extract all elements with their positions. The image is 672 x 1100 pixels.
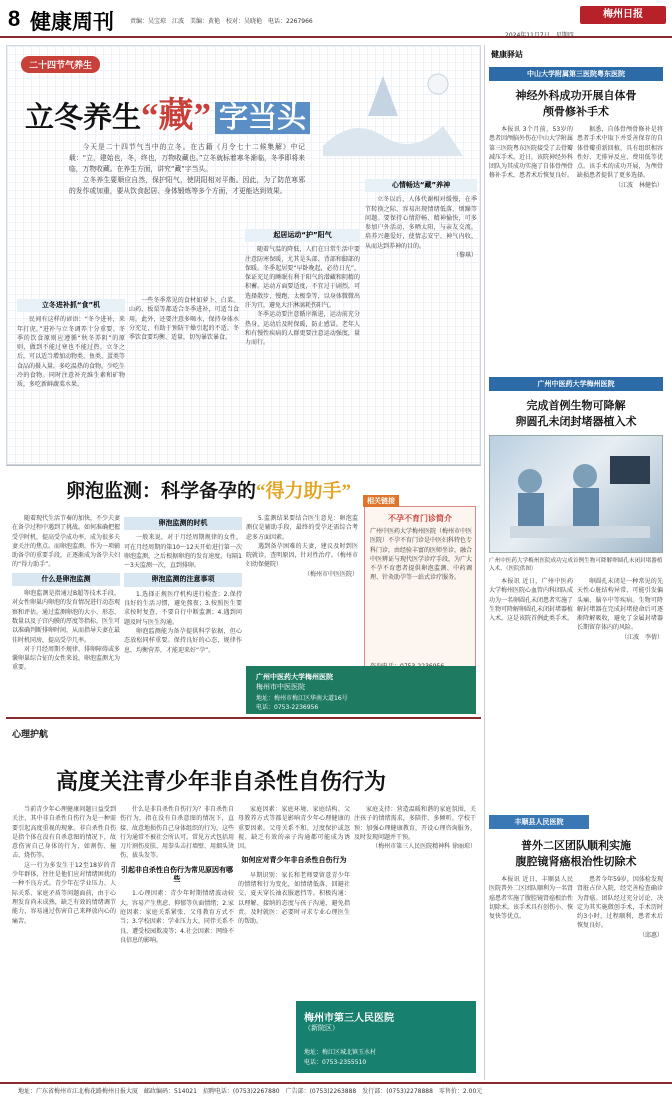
- youth-title: 高度关注青少年非自杀性自伤行为: [56, 769, 387, 794]
- newspaper-logo: 梅州日报: [580, 6, 666, 24]
- lead-col-3: [245, 226, 360, 461]
- egg-p4b: 遇到备孕困难的夫妻，建议及时到医院就诊，查明原因，针对性治疗。（梅州市妇幼保健院）: [246, 542, 358, 569]
- youth-p4: 1.心理因素：青少年时期情绪波动较大，容易产生焦虑、抑郁等负面情绪；2.家庭因素：家庭关系紧张、父母教育方式不当；3.学校因素：学业压力大、同伴关系不良、遭受校园欺凌等；4.社会因素：网络不良信息的影响。: [120, 890, 234, 944]
- egg-subhead-3: 卵泡监测的注意事项: [124, 573, 242, 586]
- egg-title-part-a: 卵泡监测：科学备孕的: [66, 481, 257, 502]
- solar-term-badge: 二十四节气养生: [21, 56, 100, 73]
- news2-title-2: 卵圆孔未闭封堵器植入术: [515, 415, 637, 428]
- issue-date: 2024年11月7日 星期四: [505, 32, 574, 39]
- lead-title-part-a: 立冬养生: [25, 102, 142, 134]
- youth-col-4: [354, 805, 476, 991]
- news3-col-2: [577, 875, 663, 1075]
- news3-p1: 本报讯 近日，丰顺县人民医院普外二区团队顺利为一名肾癌患者实施了腹腔镜肾癌根治性切除术。该手术具有创伤小、恢复快等优点。: [489, 876, 573, 921]
- youth-p5: 家庭因素：家庭环境、家庭结构、父母教养方式等都是影响青少年心理健康的重要因素。父母关系不和、过度保护或忽视、缺乏有效的亲子沟通都可能成为诱因。: [238, 806, 350, 851]
- lead-intro-p2: 立冬养生要顺应自然，保护阳气，使阴阳相对平衡。因此，为了防范寒邪的发作或加重，要从饮食起居、身体锻炼等多个方面，才更能达到效果。: [69, 176, 305, 195]
- youth-col-1: [12, 805, 116, 1077]
- news2-p2: 卵圆孔未闭是一种常见的先天性心脏结构异常，可能引发偏头痛、脑卒中等疾病。生物可降解封堵器在完成封堵使命后可逐渐降解吸收，避免了金属封堵器长期留存体内的风险。: [577, 578, 663, 632]
- news2-p1: 本报讯 近日，广州中医药大学梅州医院心血管内科团队成功为一名卵圆孔未闭患者实施了生物可降解卵圆孔未闭封堵器植入术，这是该院首例此类手术。: [489, 578, 573, 623]
- egg-article: [6, 465, 481, 717]
- egg-p2: 一般来说，对于月经周期规律的女性，可在月经周期的第10～12天开始进行第一次卵泡监测，之后根据卵泡的发育速度，每隔1～3天监测一次，直到排卵。: [124, 534, 242, 570]
- section-title: 健康周刊: [30, 11, 114, 34]
- news3-title-1: 普外二区团队顺利实施: [521, 839, 631, 852]
- news2-col-2: [577, 577, 663, 803]
- news3-col-1: [489, 875, 573, 1075]
- news2-byline: （江波 李倩）: [620, 633, 663, 641]
- lead-s1-p1: 民间有这样的谚语：“冬令进补，来年打虎。”进补与立冬调养十分重要。冬季的饮食原则应遵循“秋冬养阴”的原则，做到不能过寒也不能过热。立冬之后，可以适当增加动物类、鱼类、蛋类等食品的摄入量，多吃温热的食物，少吃生冷的食物。同时注意补充维生素和矿物质，多吃新鲜蔬菜水果。: [17, 316, 125, 389]
- egg-col-1: [12, 514, 120, 714]
- surgery-photo: [489, 435, 663, 553]
- youth-byline: （梅州市第三人民医院精神科 徐丽琼）: [372, 843, 476, 851]
- youth-hospital-ad: [296, 1001, 476, 1073]
- egg-p1: 卵泡监测是指通过B超等技术手段，对女性卵巢内卵泡的发育情况进行动态观察和评估。通过监测卵泡的大小、形态、数量以及子宫内膜的厚度等指标，医生可以准确判断排卵时间，从而指导夫妻在最佳时机同房，提高受孕几率。: [12, 590, 120, 644]
- clinic-title: 不孕不育门诊简介: [388, 514, 452, 523]
- youth-ad-sub: （新院区）: [304, 1024, 339, 1032]
- news3-tag: 丰顺县人民医院: [489, 815, 589, 829]
- lead-subhead-2: 起居运动“护”阳气: [245, 229, 360, 242]
- news1-p2: 据悉，自体骨颅骨修补是将患者手术中取下并妥善保存的自体骨瓣重新回植，具有组织相容性好、无排异反应、费用低等优点。该手术的成功开展，为颅骨缺损患者提供了更多选择。: [577, 126, 663, 180]
- news1-title-2: 颅骨修补手术: [543, 105, 609, 118]
- egg-hospital-ad: [246, 666, 476, 714]
- youth-subhead-2: 如何应对青少年非自杀性自伤行为: [241, 856, 347, 865]
- lead-col-4: [365, 176, 477, 461]
- news1-tag: 中山大学附属第三医院粤东医院: [489, 67, 663, 81]
- youth-badge: 心理护航: [12, 730, 49, 740]
- surgery-photo-caption: 广州中医药大学梅州医院成功完成首例生物可降解卵圆孔未闭封堵器植入术。（医院供图）: [489, 558, 663, 572]
- sidebar: [484, 45, 666, 1080]
- youth-p6: 早期识别：家长和老师要留意青少年的情绪和行为变化，如情绪低落、回避社交、夏天穿长袖衣服遮挡等。积极沟通：以理解、接纳的态度与孩子沟通，避免指责。及时就医：必要时寻求专业心理医生的帮助。: [238, 871, 350, 926]
- lead-s2-p1: 随着气温的降低，人们在日常生活中要注意防寒保暖，尤其是头部、背部和脚部的保暖。冬季起居要“早卧晚起，必待日光”，保证充足的睡眠有利于阳气的潜藏和阴精的积蓄。运动方面要适度，不宜过于剧烈，可选择散步、慢跑、太极拳等，以身体微微出汗为宜，避免大汗淋漓耗伤阳气。: [245, 246, 360, 310]
- sidebar-header: 健康驿站: [491, 50, 523, 59]
- lead-title-part-b: 字当头: [215, 102, 310, 134]
- ad-hospital-tel: 电话：0753-2236956: [256, 704, 319, 711]
- egg-title-part-b: “得力助手”: [256, 481, 352, 502]
- page-footer: 地址：广东省梅州市江北梅花路梅州日报大厦 邮政编码：514021 招聘电话：(0753)2267880 广告部：(0753)2263888 发行部：(0753)2278888 零售价：2.00元: [0, 1082, 672, 1100]
- lead-s1-p2: 一些冬季常见的食材如萝卜、白菜、山药、板栗等都适合冬季进补，可适当食用。此外，还要注意多喝水，保持身体水分充足，有助于预防干燥引起的不适。冬季饮食要均衡、适量，切勿暴饮暴食。: [129, 297, 239, 342]
- lead-title-quote: “藏”: [141, 96, 212, 135]
- egg-p3b: 卵泡监测能为备孕提供科学依据，但心态放松同样重要。保持良好的心态，规律作息，均衡营养，才能迎来好“孕”。: [124, 627, 242, 654]
- news2-title-1: 完成首例生物可降解: [526, 399, 626, 412]
- news2-tag: 广州中医药大学梅州医院: [489, 377, 663, 391]
- youth-p2: 这一行为多发生于12至18岁的青少年群体，往往是他们应对情绪困扰的一种不良方式。青少年在学业压力、人际关系、家庭矛盾等问题面前，由于心理发育尚未成熟，缺乏有效的情绪调节能力，容易通过伤害自己来释放内心的痛苦。: [12, 861, 116, 925]
- lead-title: [25, 88, 310, 138]
- youth-ad-name: 梅州市第三人民医院: [304, 1013, 394, 1024]
- egg-p1b: 对于月经周期不规律、排卵障碍或多囊卵巢综合征的女性来说，卵泡监测尤为重要。: [12, 645, 120, 672]
- ad-hospital-addr: 地址：梅州市梅江区华南大道16号: [256, 695, 348, 702]
- youth-article: [6, 717, 481, 1080]
- news1-col-1: [489, 125, 573, 373]
- youth-subhead-1: 引起非自杀性自伤行为常见原因有哪些: [121, 865, 233, 884]
- news1-p1: 本报讯 3个月前，53岁的患者因颅脑外伤在中山大学附属第三医院粤东医院接受了去骨瓣减压手术。近日，该院神经外科团队为其成功实施了自体骨颅骨修补手术，患者术后恢复良好。: [489, 126, 573, 180]
- lead-s3-p1: 立冬以后，人体代谢相对缓慢，在季节转换之际，容易出现情绪低落、烦躁等问题。要保持心情舒畅、精神愉快，可多参加户外活动，多晒太阳，与亲友交流，培养兴趣爱好，使情志安宁、神气内收，从而达到养神的目的。: [365, 196, 477, 250]
- egg-subhead-1: 什么是卵泡监测: [12, 573, 120, 586]
- ad-hospital-alt: 梅州市中医医院: [256, 683, 305, 691]
- news1-title-1: 神经外科成功开展自体骨: [515, 89, 637, 102]
- lead-col-2: [129, 296, 239, 461]
- lead-intro: [69, 142, 305, 234]
- news3-byline: （邱惠）: [638, 931, 663, 939]
- page-number: 8: [8, 6, 21, 31]
- lead-byline: （黎琪）: [452, 252, 477, 260]
- youth-ad-addr: 地址：梅江区城北镇玉水村: [304, 1049, 377, 1056]
- egg-sign: （梅州市中医医院）: [303, 570, 358, 578]
- egg-col-2: [124, 514, 242, 714]
- lead-subhead-3: 心情畅达“藏”养神: [365, 179, 477, 192]
- youth-p1: 当前青少年心理健康问题日益受到关注，其中非自杀性自伤行为是一种需要引起高度重视的现象。非自杀性自伤是指个体在没有自杀意图的情况下，故意伤害自己身体的行为，如割伤、撞击、烧伤等。: [12, 806, 116, 860]
- egg-intro: 随着现代生活节奏的加快，不少夫妻在备孕过程中遇到了挑战。如何准确把握受孕时机，提高受孕成功率，成为很多夫妻关注的焦点。而卵泡监测，作为一项辅助备孕的重要手段，正逐渐成为备孕夫妇的“得力助手”。: [12, 515, 120, 569]
- clinic-text: 广州中医药大学梅州医院（梅州市中医医院）不孕不育门诊是中医妇科特色专科门诊，由经验丰富的医师坐诊，融合中医辨证与现代医学诊疗手段，为广大不孕不育患者提供卵泡监测、中药调理、针灸助孕等一站式诊疗服务。: [370, 528, 472, 582]
- youth-col-2: [120, 805, 234, 1077]
- related-link-tag: 相关链接: [363, 495, 399, 507]
- related-link-box: [364, 497, 476, 674]
- lead-article: [6, 45, 481, 465]
- ad-hospital-name: 广州中医药大学梅州医院: [256, 673, 333, 681]
- lead-col-1: [17, 296, 125, 461]
- youth-p3: 什么是非自杀性自伤行为？非自杀性自伤行为，指在没有自杀意图的情况下，直接、故意地损伤自己身体组织的行为，这些行为通常不被社会所认可。常见方式包括用刀片割伤皮肤、用拳头击打墙壁、用烟头烫伤、拔头发等。: [120, 806, 234, 860]
- news3-title-2: 腹腔镜肾癌根治性切除术: [515, 855, 637, 868]
- news2-col-1: [489, 577, 573, 803]
- lead-illustration: [313, 56, 473, 172]
- youth-ad-tel: 电话：0753-2355510: [304, 1059, 367, 1066]
- news1-col-2: [577, 125, 663, 373]
- lead-s2-p2: 冬季运动要注意循序渐进，运动前充分热身，运动后及时保暖，防止感冒。老年人和有慢性疾病的人群更要注意运动强度，量力而行。: [245, 311, 360, 347]
- egg-title: [66, 476, 351, 503]
- lead-intro-p1: 今天是二十四节气当中的立冬。在古籍《月令七十二候集解》中记载：“立，建始也，冬，终也，万物收藏也。”立冬就标着寒冬渐临，冬季即将来临，万物收藏。在养生方面，讲究“藏”字当头。: [69, 143, 305, 173]
- news1-byline: （江波 林健怡）: [614, 181, 663, 189]
- egg-p4: 5.监测结果要结合医生意见：卵泡监测仅是辅助手段，最终的受孕还需综合考虑多方面因素。: [246, 515, 358, 541]
- news3-p2: 患者今年59岁，因体检发现肾脏占位入院，经完善检查确诊为肾癌。团队经过充分讨论，决定为其实施微创手术，手术历时约3小时，过程顺利，患者术后恢复良好。: [577, 876, 663, 930]
- egg-p3: 1.选择正规医疗机构进行检查；2.保持良好的生活习惯，避免熬夜；3.按照医生要求按时复查，不要自行中断监测；4.遇到问题及时与医生沟通。: [124, 590, 242, 626]
- lead-subhead-1: 立冬进补抓“食”机: [17, 299, 125, 312]
- youth-p7: 家庭支持：营造温暖和谐的家庭氛围，关注孩子的情绪需求，多陪伴、多倾听。学校干预：加强心理健康教育，开设心理咨询服务，及时发现问题并干预。: [354, 806, 476, 841]
- editor-line: 责编：吴宝琼 江波 美编：黄艳 校对：吴晓艳 电话：2267966: [130, 18, 313, 25]
- egg-subhead-2: 卵泡监测的时机: [124, 517, 242, 530]
